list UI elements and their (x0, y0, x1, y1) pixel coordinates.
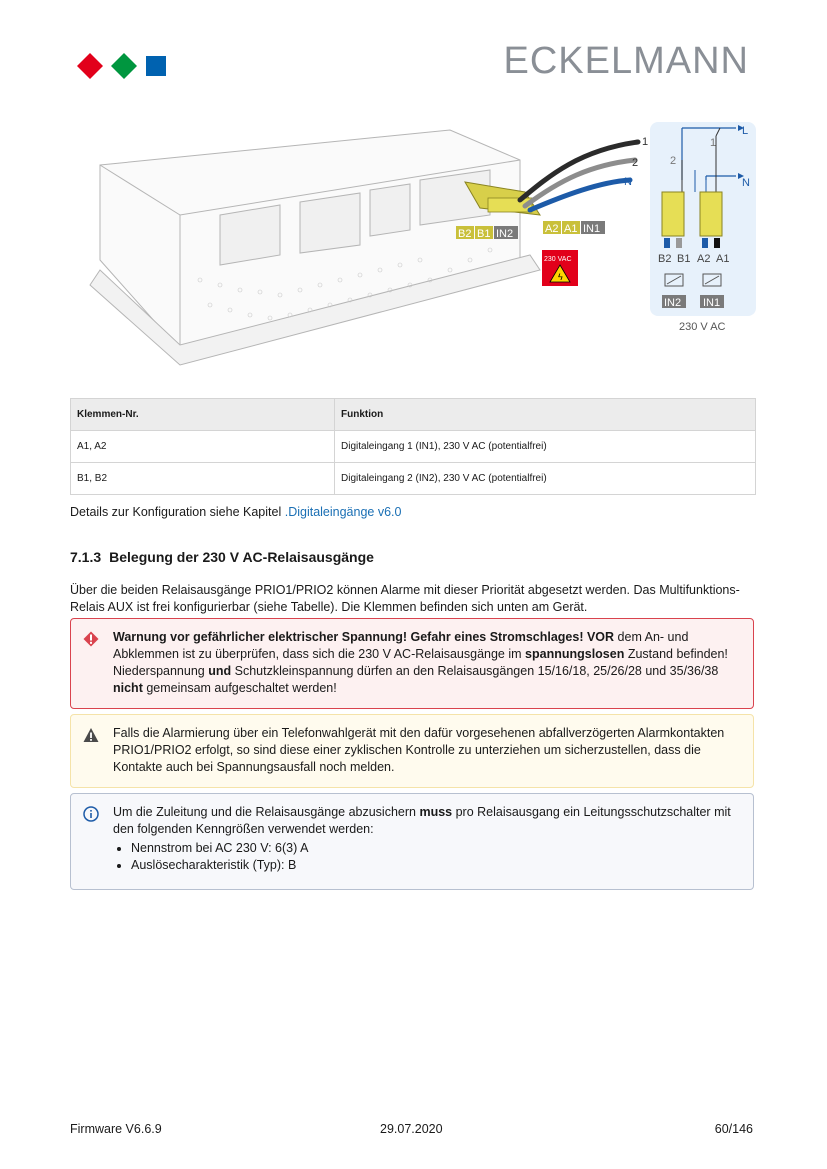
label-in2: IN2 (496, 228, 514, 240)
footer-date: 29.07.2020 (380, 1122, 443, 1136)
caution-triangle-icon (83, 727, 99, 743)
table-row (71, 431, 756, 463)
table-cell: Digitaleingang 2 (IN2), 230 V AC (potentialfrei) (335, 463, 756, 495)
caution-text: Falls die Alarmierung über ein Telefonwahlgerät mit den dafür vorgesehenen abfallverzögerten Alarmkontakten PRIO1/PRIO2 erfolgt, so sind diese einer zyklischen Kontrolle zu unterziehen um sicherzustellen, dass die Kontakte auch bei Spannungsausfall noch melden. (113, 726, 725, 774)
warning-text: Warnung vor gefährlicher elektrischer Spannung! Gefahr eines Stromschlages! VOR dem An- und Abklemmen ist zu überprüfen, dass sich die 230 V AC-Relaisausgänge im spannungslosen Zustand befinden! Niederspannung und Schutzkleinspannung dürfen an den Relaisausgängen 15/16/18, 25/26/28 und 35/36/38 nicht gemeinsam aufgeschaltet werden! (113, 630, 728, 695)
intro-paragraph: Über die beiden Relaisausgänge PRIO1/PRIO2 können Alarme mit dieser Priorität abgesetzt werden. Das Multifunktions-Relais AUX ist frei konfigurierbar (siehe Tabelle). Die Klemmen befinden sich unten am Gerät. (70, 583, 740, 614)
table-cell: Digitaleingang 1 (IN1), 230 V AC (potentialfrei) (335, 431, 756, 463)
schematic-caption: 230 V AC (679, 321, 726, 333)
chapter-link[interactable]: .Digitaleingänge v6.0 (284, 505, 402, 519)
details-reference (70, 505, 401, 519)
details-text: Details zur Konfiguration siehe Kapitel (70, 505, 285, 519)
label-a1: A1 (564, 223, 578, 235)
info-list (113, 840, 733, 874)
warning-octagon-icon (83, 631, 99, 647)
list-item: • Nennstrom bei AC 230 V: 6(3) A (131, 840, 733, 857)
section-number: 7.1.3 (70, 549, 102, 565)
list-item: • Auslösecharakteristik (Typ): B (131, 857, 733, 874)
footer-firmware: Firmware V6.6.9 (70, 1122, 162, 1136)
schematic-panel (650, 122, 756, 316)
column-header-terminal: Klemmen-Nr. (71, 399, 335, 431)
schematic-label-b1: B1 (677, 253, 691, 265)
column-header-function: Funktion (335, 399, 756, 431)
terminal-function-table (70, 398, 756, 495)
svg-text:ϟ: ϟ (558, 272, 563, 282)
info-admonition (70, 793, 754, 890)
table-row (71, 463, 756, 495)
schematic-label-in1: IN1 (703, 297, 721, 309)
schematic-label-a2: A2 (697, 253, 711, 265)
schematic-label-l: L (742, 125, 749, 137)
schematic-label-a1: A1 (716, 253, 730, 265)
footer-page-number: 60/146 (714, 1122, 753, 1136)
high-voltage-sticker (542, 250, 578, 286)
device-illustration (90, 130, 540, 365)
wire-label-2: 2 (632, 157, 639, 169)
wires (520, 142, 638, 210)
label-in1: IN1 (583, 223, 601, 235)
table-header-row (71, 399, 756, 431)
schematic-label-1: 1 (710, 137, 717, 149)
label-b2: B2 (458, 228, 472, 240)
wire-label-n: N (624, 176, 632, 188)
section-title: Belegung der 230 V AC-Relaisausgänge (109, 549, 374, 565)
terminal-labels-in2 (456, 226, 518, 240)
schematic-label-2: 2 (670, 155, 677, 167)
warning-admonition (70, 618, 754, 709)
brand-logo-text: ECKELMANN (503, 40, 749, 82)
terminal-labels-in1 (543, 221, 605, 235)
table-cell: B1, B2 (71, 463, 335, 495)
schematic-label-b2: B2 (658, 253, 672, 265)
label-b1: B1 (477, 228, 491, 240)
table-cell: A1, A2 (71, 431, 335, 463)
section-heading (70, 549, 374, 565)
sticker-label: 230 VAC (544, 256, 572, 263)
schematic-label-in2: IN2 (664, 297, 682, 309)
schematic-label-n: N (742, 177, 750, 189)
label-a2: A2 (545, 223, 559, 235)
info-text: Um die Zuleitung und die Relaisausgänge abzusichern muss pro Relaisausgang ein Leitungsschutzschalter mit den folgenden Kenngrößen verwendet werden: • Nennstrom bei AC 230 V: 6(3) A • Auslösecharakteristik (Typ): B (113, 804, 733, 874)
device-wiring-figure (70, 120, 760, 390)
caution-admonition (70, 714, 754, 788)
wire-label-1: 1 (642, 136, 649, 148)
eckelmann-logo-mark (76, 52, 168, 80)
info-circle-icon (83, 806, 99, 822)
